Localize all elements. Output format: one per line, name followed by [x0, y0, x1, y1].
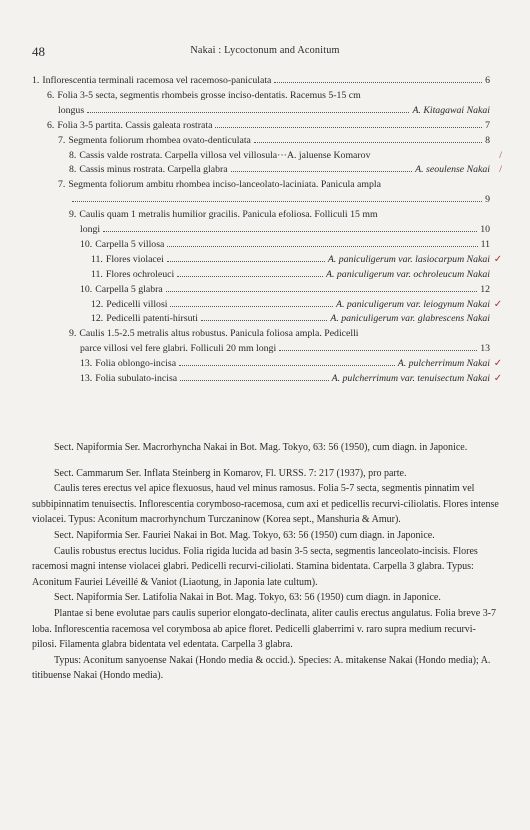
dot-leader: [215, 127, 482, 128]
dot-leader: [279, 350, 477, 351]
key-couplet-number: 6.: [47, 119, 55, 131]
key-result: A. pulcherrimum var. tenuisectum Nakai: [331, 373, 490, 384]
key-entry: [80, 372, 502, 386]
key-couplet-text: Caulis 1.5-2.5 metralis altus robustus. Panicula foliosa ampla. Pedicelli: [79, 328, 359, 340]
pencil-check-mark: /: [499, 149, 502, 161]
key-entry: [47, 89, 490, 103]
key-entry: [80, 223, 490, 237]
dot-leader: [274, 82, 482, 83]
pencil-check-mark: ✓: [493, 373, 502, 384]
key-couplet-text: Carpella 5 glabra: [95, 283, 163, 295]
key-result: 6: [485, 75, 490, 86]
key-couplet-number: 13.: [80, 358, 93, 370]
key-couplet-text: Folia subulato-incisa: [95, 373, 178, 384]
key-result: 7: [485, 119, 490, 131]
paragraph-latifolia-description: Plantae si bene evolutae pars caulis superior elongato-declinata, aliter caulis erectus angulatus. Folia breve 3-7 loba. Inflorescentia racemosa vel corymbosa ab apice floret. Pedicelli glaberrimi v. raro supra medium recurvi-pilosi. Filamenta glabra bidentata vel edentata. Carpella 3 glabra.: [32, 607, 497, 651]
key-couplet-number: 11.: [91, 253, 103, 265]
key-result: 10: [480, 224, 490, 235]
key-couplet-number: 7.: [58, 179, 66, 191]
key-entry: [69, 193, 490, 207]
dot-leader: [166, 291, 477, 292]
key-couplet-text: Flores violacei: [105, 253, 164, 265]
key-couplet-text: Cassis valde rostrata. Carpella villosa vel villosula···A. jaluense Komarov: [79, 149, 371, 161]
key-couplet-number: 10.: [80, 283, 93, 295]
paragraph-latifolia: Sect. Napiformia Ser. Latifolia Nakai in Bot. Mag. Tokyo, 63: 56 (1950) cum diagn. in Japonice.: [54, 592, 441, 604]
paragraph-inflata: Sect. Cammarum Ser. Inflata Steinberg in Komarov, Fl. URSS. 7: 217 (1937), pro parte.: [54, 467, 407, 479]
paragraph-fauriei: Sect. Napiformia Ser. Fauriei Nakai in Bot. Mag. Tokyo, 63: 56 (1950) cum diagn. in Japonice.: [54, 529, 435, 541]
key-couplet-text: Segmenta foliorum rhombea ovato-denticulata: [68, 134, 251, 146]
pencil-check-mark: ✓: [493, 298, 502, 310]
key-result: 9: [485, 194, 490, 206]
key-entry: [69, 149, 502, 163]
key-entry: [58, 178, 490, 192]
key-couplet-text: longi: [80, 224, 101, 235]
key-couplet-text: Folia 3-5 partita. Cassis galeata rostrata: [57, 119, 213, 131]
key-couplet-text: Inflorescentia terminali racemosa vel racemoso-paniculata: [42, 75, 272, 86]
key-couplet-text: Pedicelli villosi: [106, 298, 168, 310]
key-result: 11: [480, 238, 490, 250]
key-result: A. seoulense Nakai: [415, 164, 490, 176]
dot-leader: [180, 380, 328, 381]
key-entry: [47, 119, 490, 133]
key-result: A. paniculigerum var. lasiocarpum Nakai: [327, 253, 490, 265]
key-entry: [91, 253, 502, 267]
paragraph-typus: Typus: Aconitum sanyoense Nakai (Hondo media & occid.). Species: A. mitakense Nakai (Hondo media); A. titibuense Nakai (Hondo media).: [32, 654, 491, 682]
key-couplet-number: 1.: [32, 75, 40, 86]
key-couplet-text: Segmenta foliorum ambitu rhombea inciso-lanceolato-laciniata. Panicula ampla: [68, 179, 381, 191]
dot-leader: [179, 365, 395, 366]
key-result: A. paniculigerum var. leiogynum Nakai: [335, 298, 490, 310]
paragraph-macrorhyncha: Sect. Napiformia Ser. Macrorhyncha Nakai in Bot. Mag. Tokyo, 63: 56 (1950), cum diagn. in Japonice.: [54, 442, 468, 453]
key-entry: [80, 357, 502, 371]
key-couplet-text: Folia oblongo-incisa: [95, 358, 177, 370]
key-entry: [91, 312, 490, 326]
pencil-check-mark: /: [499, 164, 502, 176]
page-number: 48: [32, 44, 45, 59]
key-couplet-text: Pedicelli patenti-hirsuti: [106, 313, 198, 325]
key-result: 13: [480, 343, 490, 355]
key-couplet-number: 8.: [69, 149, 77, 161]
key-entry: [32, 74, 490, 88]
dot-leader: [201, 320, 327, 321]
dot-leader: [167, 261, 325, 262]
key-couplet-text: parce villosi vel fere glabri. Folliculi 20 mm longi: [80, 343, 277, 355]
key-result: A. Kitagawai Nakai: [412, 104, 490, 116]
pencil-check-mark: ✓: [493, 253, 502, 265]
key-entry: [80, 283, 490, 297]
dot-leader: [254, 142, 482, 143]
pencil-check-mark: ✓: [493, 358, 502, 370]
key-entry: [69, 208, 490, 222]
key-couplet-text: Flores ochroleuci: [105, 268, 175, 280]
key-entry: [69, 163, 502, 177]
dot-leader: [103, 231, 477, 232]
key-entry: [80, 342, 490, 356]
dot-leader: [167, 246, 477, 247]
key-entry: [91, 298, 502, 312]
key-couplet-text: Caulis quam 1 metralis humilior gracilis. Panicula efoliosa. Folliculi 15 mm: [79, 209, 378, 221]
key-couplet-number: 10.: [80, 238, 93, 250]
key-couplet-number: 13.: [80, 373, 93, 384]
key-result: A. paniculigerum var. glabrescens Nakai: [330, 313, 490, 325]
key-result: 8: [485, 134, 490, 146]
key-couplet-number: 11.: [91, 268, 103, 280]
key-couplet-number: 6.: [47, 89, 55, 101]
key-couplet-number: 8.: [69, 164, 77, 176]
key-entry: [58, 134, 490, 148]
dot-leader: [177, 276, 323, 277]
dot-leader: [170, 306, 333, 307]
key-result: A. pulcherrimum Nakai: [397, 358, 490, 370]
key-entry: [91, 268, 490, 282]
key-couplet-text: Cassis minus rostrata. Carpella glabra: [79, 164, 228, 176]
page-header: [32, 44, 498, 60]
key-couplet-text: Carpella 5 villosa: [95, 238, 165, 250]
key-couplet-number: 12.: [91, 313, 104, 325]
body-text: [32, 440, 499, 684]
key-result: A. paniculigerum var. ochroleucum Nakai: [326, 268, 490, 280]
key-couplet-number: 7.: [58, 134, 66, 146]
paragraph-fauriei-description: Caulis robustus erectus lucidus. Folia rigida lucida ad basin 3-5 secta, segmentis lanceolato-incisis. Flores racemosi magni intense violacei glabri. Pedicelli recurvi-ciliolati. Stamina bidentata. Carpella 3 glabra. Typus: Aconitum Fauriei Léveillé & Vaniot (Liaotung, in Japonia late cultum).: [32, 545, 478, 588]
dot-leader: [87, 112, 409, 113]
key-couplet-text: Folia 3-5 secta, segmentis rhombeis grosse inciso-dentatis. Racemus 5-15 cm: [57, 89, 361, 101]
key-couplet-text: longus: [58, 104, 85, 116]
key-couplet-number: 9.: [69, 209, 77, 221]
running-title: Nakai : Lycoctonum and Aconitum: [190, 45, 340, 56]
key-couplet-number: 9.: [69, 328, 77, 340]
key-result: 12: [480, 283, 490, 295]
paragraph-macrorhyncha-description: Caulis teres erectus vel apice flexuosus, haud vel minus ramosus. Folia 5-7 secta, segmentis pinnatim vel subbipinnatim tenuisectis. Inflorescentia corymboso-racemosa, cum axi et pedicellis recurvi-ciliolatis. Flores intense violacei. Typus: Aconitum macrorhynchum Turczaninow (Korea sept., Manshuria & Amur).: [32, 483, 499, 526]
dot-leader: [72, 201, 482, 202]
key-entry: [80, 238, 490, 252]
key-couplet-number: 12.: [91, 298, 104, 310]
dot-leader: [231, 171, 413, 172]
key-entry: [58, 104, 490, 118]
key-entry: [69, 327, 490, 341]
